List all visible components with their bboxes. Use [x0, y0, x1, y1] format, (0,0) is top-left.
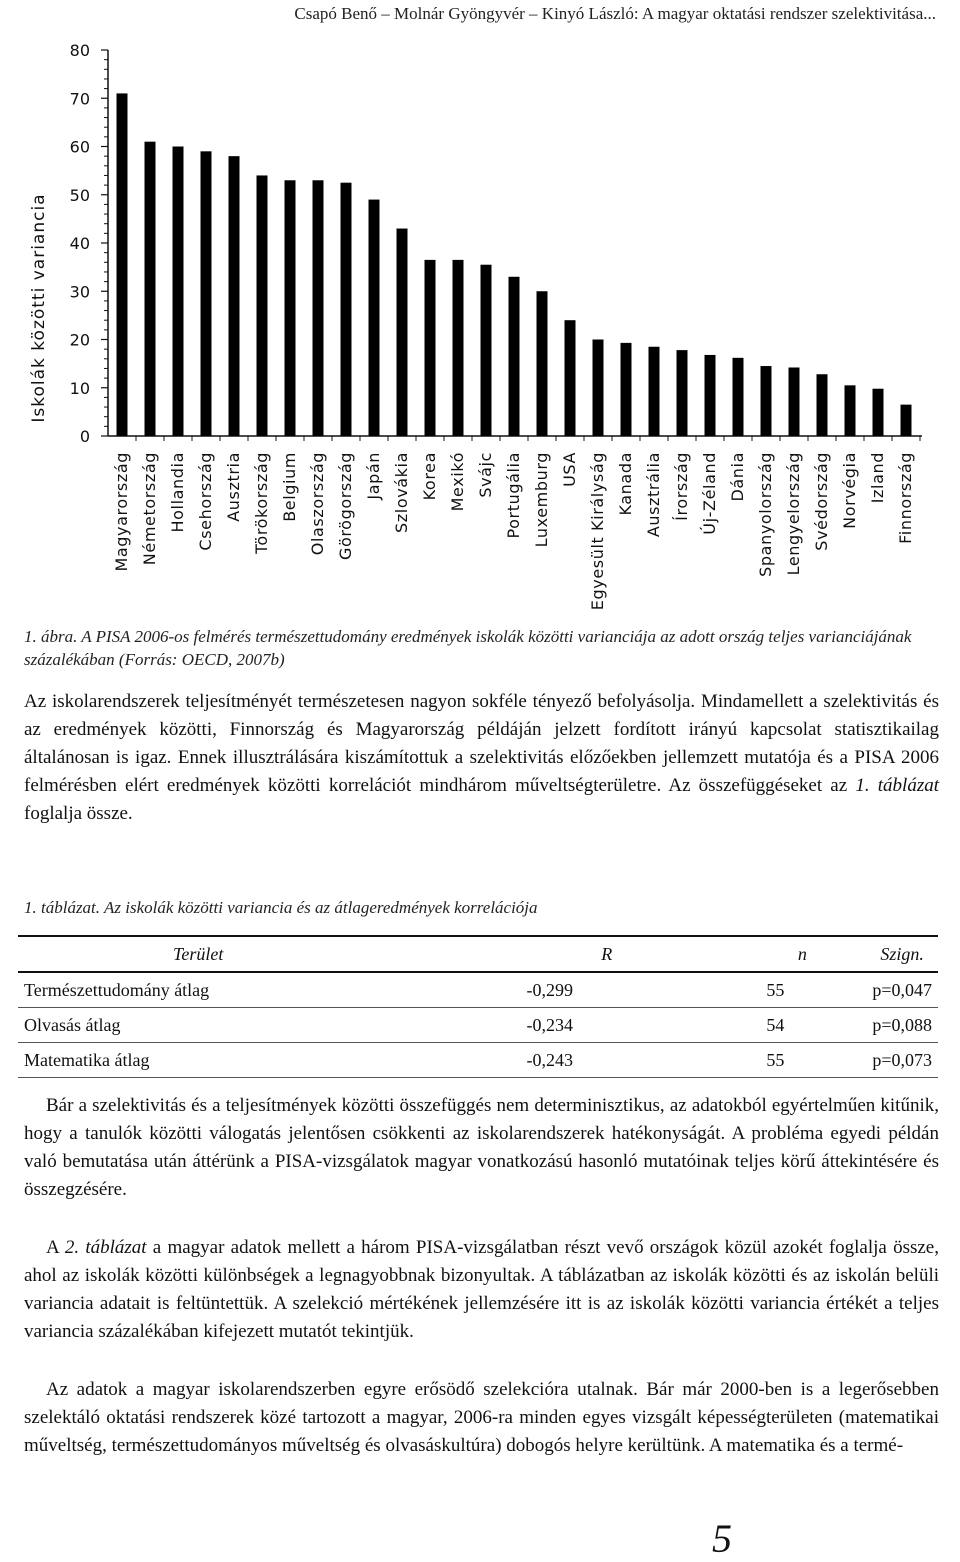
x-tick-label: Csehország: [196, 452, 215, 551]
bar: [369, 200, 380, 436]
bar: [537, 291, 548, 436]
bar: [509, 277, 520, 436]
x-tick-label: Új-Zéland: [700, 452, 719, 535]
paragraph-1-text-a: Az iskolarendszerek teljesítményét természetesen nagyon sokféle tényező befolyásolja. Mindamellett a szelektivitás és az eredmények közötti, Finnország és Magyarország példáján jelzett fordított irányú kapcsolat statisztikailag általánosan is igaz. Ennek illusztrálására kiszámítottuk a szelektivitás előzőekben jellemzett mutatója és a PISA 2006 felmérésben elért eredmények közötti korrelációt mindhárom műveltségterületre. Az összefüggéseket az: [24, 691, 939, 796]
table-reference: 1. táblázat: [855, 775, 939, 796]
table-row: [18, 1043, 938, 1078]
x-axis-labels: [112, 436, 920, 610]
bar: [705, 355, 716, 436]
x-tick-label: Luxemburg: [532, 452, 551, 548]
bar: [789, 367, 800, 436]
x-tick-label: Írország: [672, 452, 691, 521]
bar: [397, 229, 408, 436]
y-tick-label: 20: [69, 330, 90, 350]
table-cell: 54: [684, 1008, 866, 1043]
bar: [145, 142, 156, 436]
y-tick-label: 50: [69, 185, 90, 205]
x-tick-label: Kanada: [616, 452, 635, 516]
table-row: [18, 1008, 938, 1043]
x-tick-label: Hollandia: [168, 452, 187, 533]
table-cell: Olvasás átlag: [18, 1008, 415, 1043]
bar: [621, 343, 632, 436]
y-tick-label: 80: [69, 41, 90, 60]
bar: [173, 147, 184, 437]
x-tick-label: Ausztria: [224, 452, 243, 522]
page-number: 5: [712, 1516, 732, 1561]
bar: [733, 358, 744, 436]
x-tick-label: Portugália: [504, 452, 523, 539]
figure-caption: 1. ábra. A PISA 2006-os felmérés természettudomány eredmények iskolák közötti varianciája az adott ország teljes varianciájának százalékában (Forrás: OECD, 2007b): [24, 627, 912, 669]
x-tick-label: Korea: [420, 452, 439, 501]
x-tick-label: Dánia: [728, 452, 747, 502]
y-tick-label: 60: [69, 137, 90, 157]
y-tick-label: 70: [69, 89, 90, 109]
paragraph-4: Az adatok a magyar iskolarendszerben egyre erősödő szelekcióra utalnak. Bár már 2000-ben is a legerősebben szelektáló oktatási rendszerek közé tartozott a magyar, 2006-ra minden egyes vizsgált képességterületen (matematikai műveltség, természettudományos műveltség és olvasáskultúra) dobogós helyre kerültünk. A matematika és a termé-: [24, 1379, 939, 1456]
bar: [117, 93, 128, 436]
bar: [565, 320, 576, 436]
x-tick-label: Magyarország: [112, 452, 131, 572]
table-row: [18, 972, 938, 1008]
x-tick-label: Szlovákia: [392, 452, 411, 533]
bar: [817, 374, 828, 436]
x-tick-label: Egyesült Királyság: [588, 452, 607, 611]
x-tick-label: Németország: [140, 452, 159, 566]
paragraph-1-text-b: foglalja össze.: [24, 803, 133, 824]
column-header: R: [415, 936, 684, 972]
paragraph-2: Bár a szelektivitás és a teljesítmények közötti összefüggés nem determinisztikus, az adatokból egyértelműen kitűnik, hogy a tanulók közötti válogatás jelentősen csökkenti az iskolarendszerek hatékonyságát. A probléma egyedi példán való bemutatása után áttérünk a PISA-vizsgálatok magyar vonatkozású hasonló mutatóinak teljes körű áttekintésére és összegzésére.: [24, 1095, 939, 1200]
x-tick-label: Lengyelország: [784, 452, 803, 576]
y-axis-label: Iskolák közötti variancia: [29, 193, 49, 423]
paragraph-1: [24, 688, 939, 828]
y-tick-label: 40: [69, 234, 90, 253]
x-tick-label: Svédország: [812, 452, 831, 551]
bar: [481, 265, 492, 436]
x-tick-label: Japán: [364, 452, 383, 500]
table-cell: p=0,088: [866, 1008, 938, 1043]
table-caption: 1. táblázat. Az iskolák közötti variancia és az átlageredmények korrelációja: [24, 898, 538, 917]
bar: [229, 156, 240, 436]
x-tick-label: Belgium: [280, 452, 299, 522]
x-tick-label: Svájc: [476, 452, 495, 498]
column-header: n: [684, 936, 866, 972]
x-tick-label: Ausztrália: [644, 452, 663, 538]
column-header: Szign.: [866, 936, 938, 972]
table-reference: 2. táblázat: [64, 1237, 147, 1258]
x-tick-label: USA: [560, 452, 579, 487]
paragraph-3-text-b: a magyar adatok mellett a három PISA-vizsgálatban részt vevő országok közül azokét foglalja össze, ahol az iskolák közötti különbségek a legnagyobbnak bizonyultak. A táblázatban az iskolák közötti és az iskolán belüli variancia adatait is feltüntettük. A szelekció mértékének jellemzésére itt is az iskolák közötti variancia értékét a teljes variancia százalékában kifejezett mutatót tekintjük.: [24, 1237, 939, 1342]
bar: [257, 175, 268, 436]
bar: [453, 260, 464, 436]
bar: [677, 350, 688, 436]
y-tick-label: 10: [69, 378, 90, 398]
running-header: Csapó Benő – Molnár Gyöngyvér – Kinyó László: A magyar oktatási rendszer szelektivitása...: [294, 4, 936, 23]
table-header-row: [18, 936, 938, 972]
bar: [845, 385, 856, 436]
bar-chart: [0, 30, 960, 620]
table-cell: -0,234: [415, 1008, 684, 1043]
bar: [201, 151, 212, 436]
column-header: Terület: [18, 936, 415, 972]
bars: [117, 93, 912, 436]
bar: [901, 405, 912, 436]
y-tick-label: 0: [79, 427, 90, 446]
x-tick-label: Olaszország: [308, 452, 327, 556]
table-cell: Matematika átlag: [18, 1043, 415, 1078]
bar: [313, 180, 324, 436]
x-tick-label: Norvégia: [840, 452, 859, 529]
table-cell: p=0,073: [866, 1043, 938, 1078]
x-tick-label: Mexikó: [448, 452, 467, 512]
table-cell: -0,299: [415, 972, 684, 1008]
paragraph-3: [24, 1234, 939, 1346]
bar: [761, 366, 772, 436]
bar: [285, 180, 296, 436]
x-tick-label: Finnország: [896, 452, 915, 544]
bar: [873, 389, 884, 436]
x-tick-label: Törökország: [252, 452, 271, 554]
table-cell: -0,243: [415, 1043, 684, 1078]
y-tick-label: 30: [69, 282, 90, 302]
table-cell: p=0,047: [866, 972, 938, 1008]
bar: [341, 183, 352, 436]
bar: [425, 260, 436, 436]
table-cell: 55: [684, 1043, 866, 1078]
x-tick-label: Spanyolország: [756, 452, 775, 577]
x-tick-label: Görögország: [336, 452, 355, 561]
bar: [593, 340, 604, 437]
paragraph-3-text-a: A: [46, 1237, 65, 1258]
correlation-table: [18, 935, 938, 1078]
x-tick-label: Izland: [868, 452, 887, 504]
table-cell: Természettudomány átlag: [18, 972, 415, 1008]
table-cell: 55: [684, 972, 866, 1008]
bar: [649, 347, 660, 436]
